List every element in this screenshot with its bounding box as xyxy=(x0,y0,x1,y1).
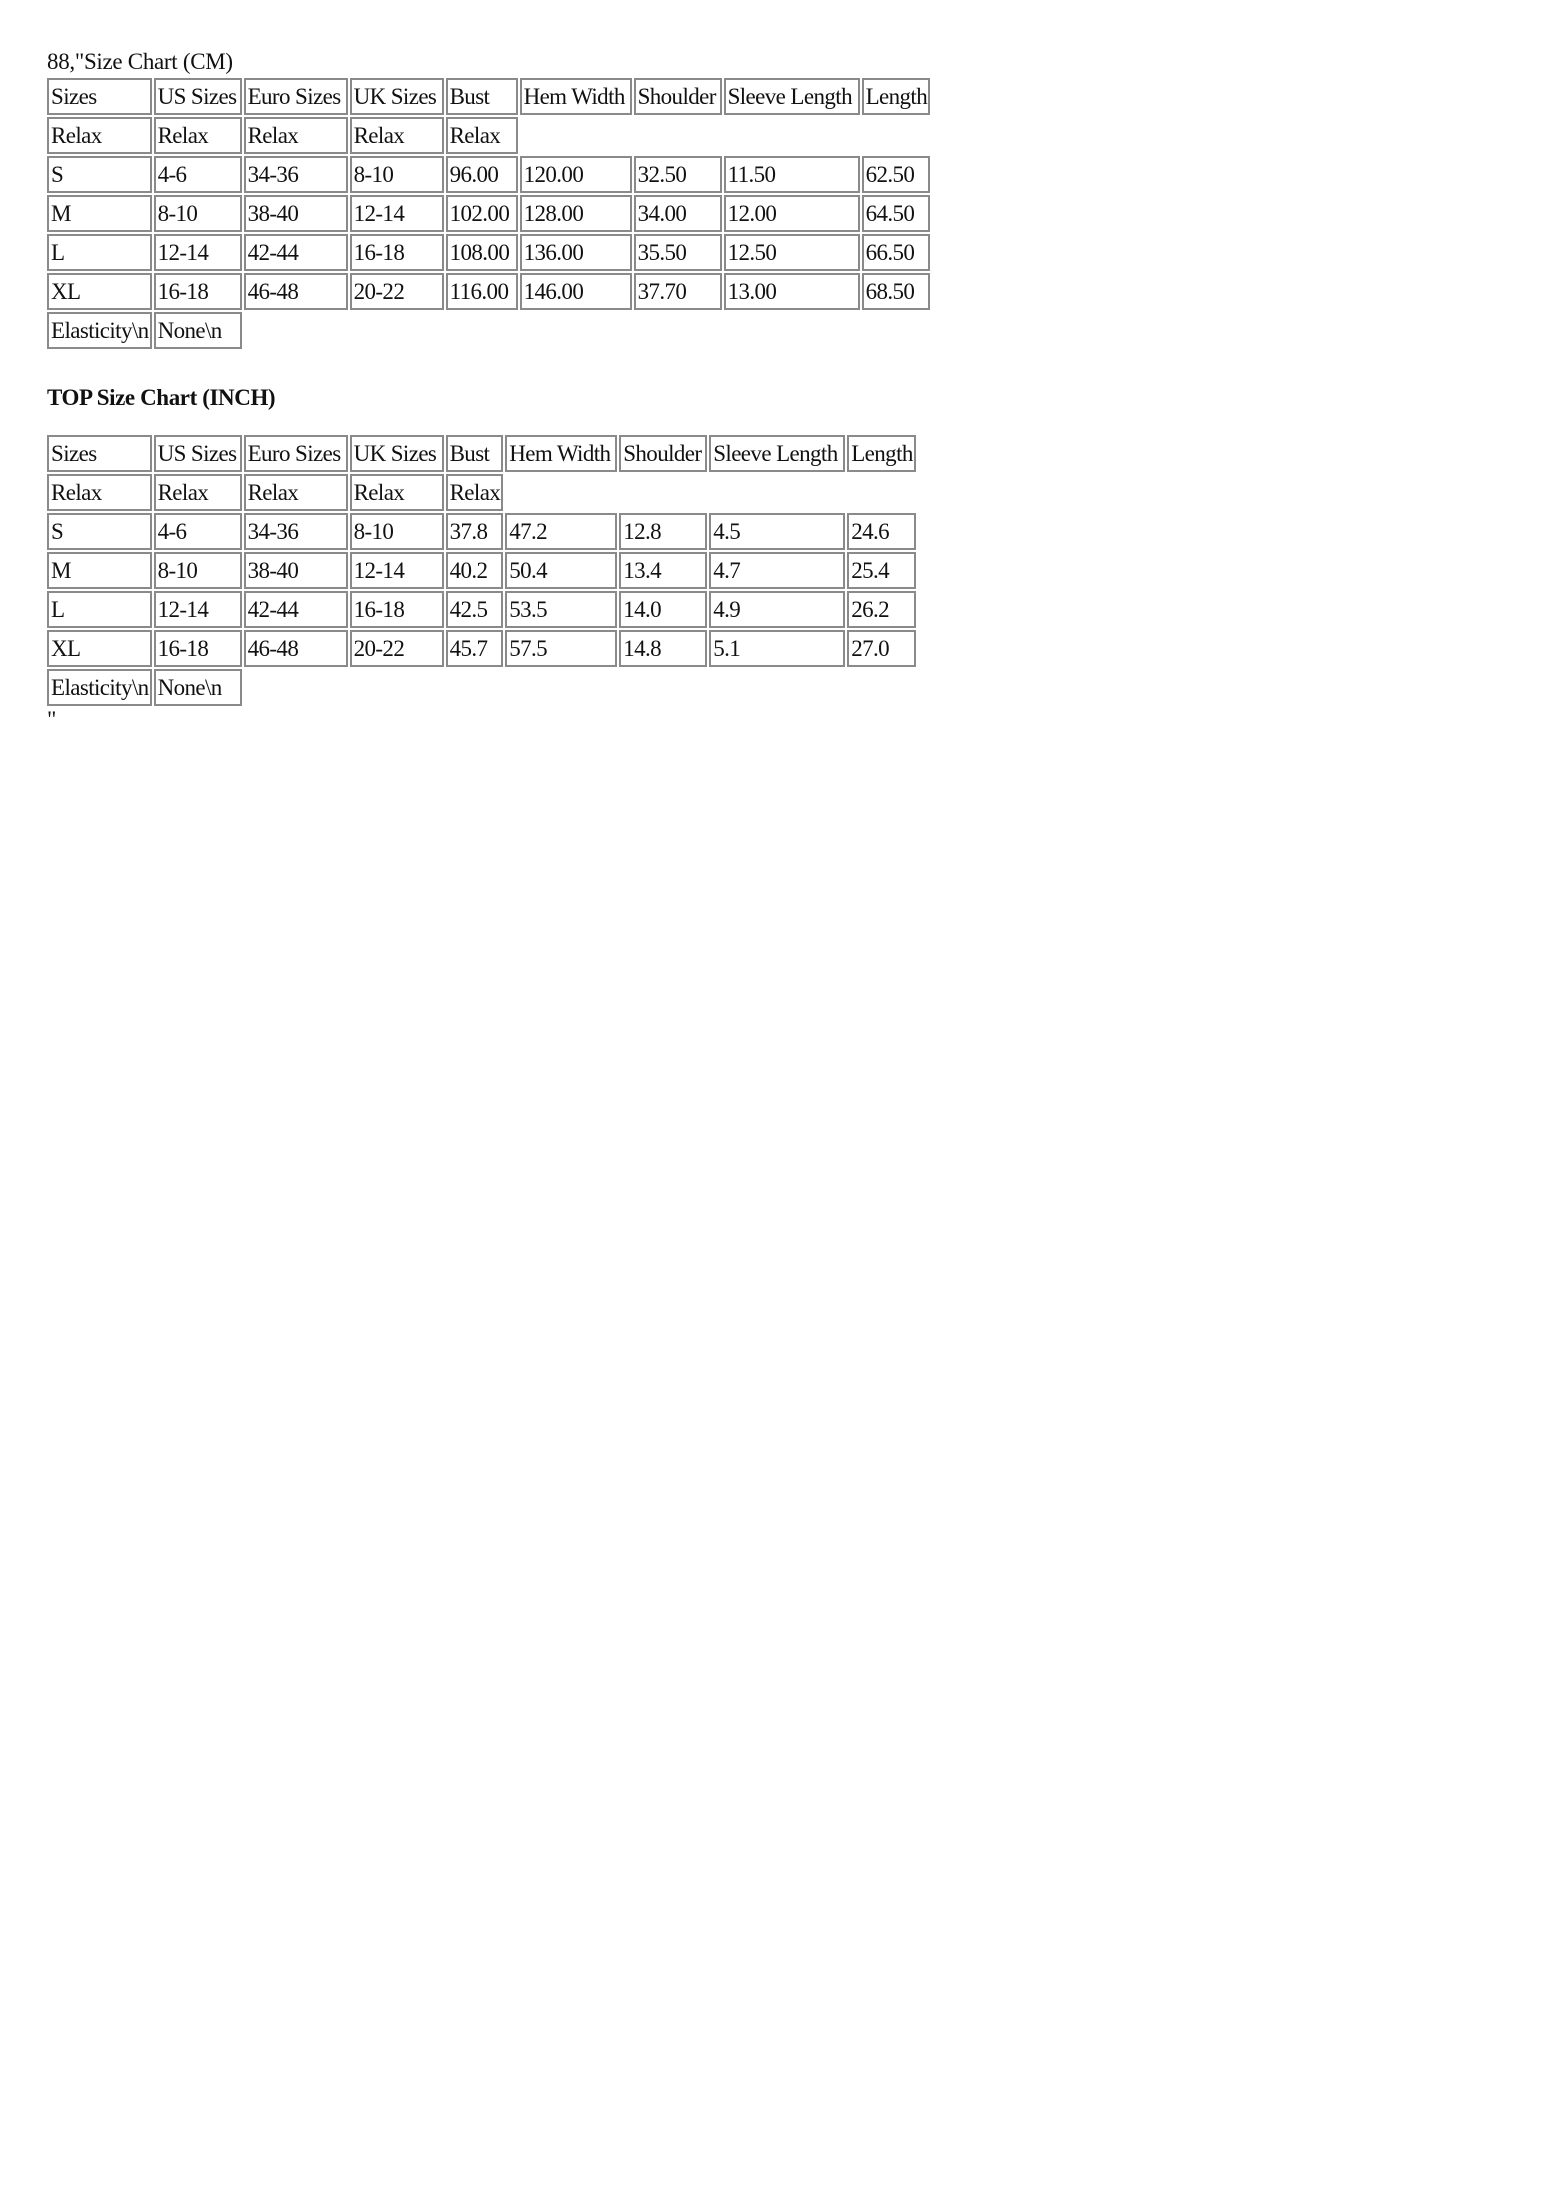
table-cell: Relax xyxy=(446,117,518,154)
table-cell: 68.50 xyxy=(862,273,931,310)
table-cell: S xyxy=(47,156,152,193)
table-cell: Euro Sizes xyxy=(244,435,348,472)
table-cell: 5.1 xyxy=(709,630,845,667)
table-cell: 37.70 xyxy=(634,273,722,310)
table-cell: Length xyxy=(862,78,931,115)
table-cell: 62.50 xyxy=(862,156,931,193)
table-cell: Elasticity\n xyxy=(47,669,152,706)
table-cell: 12-14 xyxy=(154,591,242,628)
table-cell: 40.2 xyxy=(446,552,504,589)
table-cell: 20-22 xyxy=(350,630,444,667)
table-cell: 24.6 xyxy=(847,513,916,550)
table-cell: 8-10 xyxy=(154,195,242,232)
table-cell: Hem Width xyxy=(505,435,617,472)
table-cell: Sizes xyxy=(47,78,152,115)
table-cell: Relax xyxy=(154,117,242,154)
table-cell: 27.0 xyxy=(847,630,916,667)
table-cell: 13.00 xyxy=(724,273,860,310)
table-cell: Bust xyxy=(446,78,518,115)
table-cell: 120.00 xyxy=(520,156,632,193)
table-cell: 32.50 xyxy=(634,156,722,193)
table-cell: 66.50 xyxy=(862,234,931,271)
table-cell: Relax xyxy=(154,474,242,511)
table-cell: 26.2 xyxy=(847,591,916,628)
table-cell: 38-40 xyxy=(244,552,348,589)
table-cell: 45.7 xyxy=(446,630,504,667)
table-cell: Shoulder xyxy=(634,78,722,115)
table-cell: 8-10 xyxy=(350,513,444,550)
document xyxy=(47,48,932,732)
table-cell: UK Sizes xyxy=(350,435,444,472)
table-cell: 42-44 xyxy=(244,591,348,628)
table-cell: 4.9 xyxy=(709,591,845,628)
table-cell: Relax xyxy=(350,117,444,154)
table-cell: 46-48 xyxy=(244,630,348,667)
table-cell: Euro Sizes xyxy=(244,78,348,115)
table-cell: 12.8 xyxy=(619,513,707,550)
table-cell: 20-22 xyxy=(350,273,444,310)
table-cell: US Sizes xyxy=(154,435,242,472)
closing-quote: " xyxy=(47,707,57,732)
table-cell: 4.5 xyxy=(709,513,845,550)
table-cell: 108.00 xyxy=(446,234,518,271)
table-cell: 4.7 xyxy=(709,552,845,589)
table-cell: 12.50 xyxy=(724,234,860,271)
table-cell: 16-18 xyxy=(350,591,444,628)
empty-cell xyxy=(244,312,931,349)
table-cell: 47.2 xyxy=(505,513,617,550)
table-row xyxy=(47,630,916,667)
table-cell: 57.5 xyxy=(505,630,617,667)
table-row xyxy=(47,513,916,550)
table-cell: 12-14 xyxy=(154,234,242,271)
table-cell: 96.00 xyxy=(446,156,518,193)
empty-cell xyxy=(520,117,931,154)
table-cell: Relax xyxy=(350,474,444,511)
table-cell: 12.00 xyxy=(724,195,860,232)
table-cell: L xyxy=(47,234,152,271)
table-cell: 116.00 xyxy=(446,273,518,310)
table-cell: US Sizes xyxy=(154,78,242,115)
table-cell: M xyxy=(47,195,152,232)
table-cell: Hem Width xyxy=(520,78,632,115)
table-cell: 4-6 xyxy=(154,156,242,193)
table-row xyxy=(47,552,916,589)
table-cell: 34.00 xyxy=(634,195,722,232)
header-row xyxy=(47,78,930,115)
table-cell: Relax xyxy=(446,474,504,511)
table-row xyxy=(47,156,930,193)
table-cell: Relax xyxy=(47,117,152,154)
table-row xyxy=(47,195,930,232)
size-chart-inch-title: TOP Size Chart (INCH) xyxy=(47,385,276,410)
table-cell: M xyxy=(47,552,152,589)
table-cell: 37.8 xyxy=(446,513,504,550)
table-cell: Sleeve Length xyxy=(709,435,845,472)
table-row xyxy=(47,591,916,628)
table-cell: Relax xyxy=(244,474,348,511)
table-cell: 16-18 xyxy=(154,273,242,310)
table-cell: 136.00 xyxy=(520,234,632,271)
table-cell: 46-48 xyxy=(244,273,348,310)
table-cell: Relax xyxy=(244,117,348,154)
header-row xyxy=(47,435,916,472)
table-cell: 64.50 xyxy=(862,195,931,232)
table-row xyxy=(47,273,930,310)
table-cell: Shoulder xyxy=(619,435,707,472)
table-cell: 14.0 xyxy=(619,591,707,628)
table-cell: 38-40 xyxy=(244,195,348,232)
table-cell: Bust xyxy=(446,435,504,472)
table-cell: 14.8 xyxy=(619,630,707,667)
table-cell: XL xyxy=(47,630,152,667)
table-cell: 11.50 xyxy=(724,156,860,193)
table-cell: 16-18 xyxy=(350,234,444,271)
table-cell: Elasticity\n xyxy=(47,312,152,349)
table-cell: None\n xyxy=(154,669,242,706)
table-cell: 13.4 xyxy=(619,552,707,589)
table-cell: 25.4 xyxy=(847,552,916,589)
elasticity-row xyxy=(47,312,930,349)
table-cell: S xyxy=(47,513,152,550)
table-cell: 8-10 xyxy=(350,156,444,193)
table-row xyxy=(47,234,930,271)
table-cell: 4-6 xyxy=(154,513,242,550)
table-cell: 102.00 xyxy=(446,195,518,232)
size-chart-cm-title: 88,"Size Chart (CM) xyxy=(47,49,233,74)
relax-row xyxy=(47,474,916,511)
size-chart-cm-table xyxy=(45,76,932,351)
empty-cell xyxy=(244,669,916,706)
empty-cell xyxy=(505,474,916,511)
table-cell: 128.00 xyxy=(520,195,632,232)
table-cell: XL xyxy=(47,273,152,310)
table-cell: Sizes xyxy=(47,435,152,472)
table-cell: 34-36 xyxy=(244,513,348,550)
table-cell: 34-36 xyxy=(244,156,348,193)
table-cell: None\n xyxy=(154,312,242,349)
table-cell: 8-10 xyxy=(154,552,242,589)
table-cell: L xyxy=(47,591,152,628)
table-cell: UK Sizes xyxy=(350,78,444,115)
table-cell: 146.00 xyxy=(520,273,632,310)
elasticity-row xyxy=(47,669,916,706)
table-cell: 50.4 xyxy=(505,552,617,589)
table-cell: Relax xyxy=(47,474,152,511)
table-cell: 42.5 xyxy=(446,591,504,628)
table-cell: 12-14 xyxy=(350,552,444,589)
table-cell: 12-14 xyxy=(350,195,444,232)
table-cell: 35.50 xyxy=(634,234,722,271)
size-chart-inch-table xyxy=(45,433,918,708)
relax-row xyxy=(47,117,930,154)
table-cell: Sleeve Length xyxy=(724,78,860,115)
table-cell: 53.5 xyxy=(505,591,617,628)
table-cell: 16-18 xyxy=(154,630,242,667)
table-cell: 42-44 xyxy=(244,234,348,271)
table-cell: Length xyxy=(847,435,916,472)
